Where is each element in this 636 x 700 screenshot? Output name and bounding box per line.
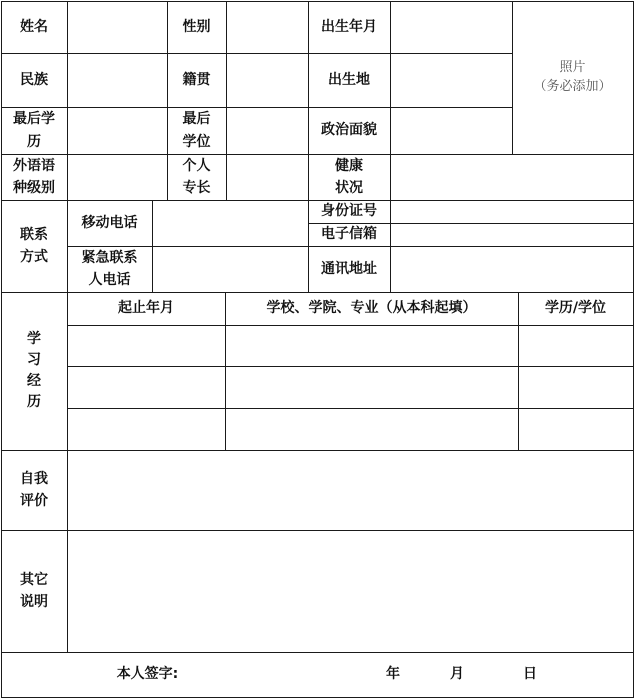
political-status-field[interactable] xyxy=(391,108,512,154)
border-right xyxy=(633,1,634,698)
label-emergency-phone: 紧急联系 人电话 xyxy=(81,249,138,288)
specialty-field[interactable] xyxy=(227,155,308,200)
label-political-status: 政治面貌 xyxy=(321,122,377,139)
gender-field[interactable] xyxy=(227,2,308,53)
study-period-field[interactable] xyxy=(68,409,225,450)
study-degree-field[interactable] xyxy=(519,326,633,366)
label-email: 电子信箱 xyxy=(321,226,377,243)
label-degree: 最后 学位 xyxy=(182,111,211,150)
label-health: 健康 状况 xyxy=(335,157,363,196)
label-mobile: 移动电话 xyxy=(81,214,138,231)
study-period-field[interactable] xyxy=(68,367,225,408)
label-contact: 联系 方式 xyxy=(20,226,48,265)
emergency-phone-field[interactable] xyxy=(153,247,308,292)
label-self-evaluation: 自我 评价 xyxy=(20,470,48,509)
study-degree-field[interactable] xyxy=(519,409,633,450)
health-field[interactable] xyxy=(391,155,633,200)
degree-field[interactable] xyxy=(227,108,308,154)
study-school-field[interactable] xyxy=(226,326,518,366)
photo-note: （务必添加） xyxy=(533,78,612,94)
self-evaluation-field[interactable] xyxy=(68,451,633,530)
study-school-field[interactable] xyxy=(226,409,518,450)
date-day-label: 日 xyxy=(523,666,537,683)
label-education: 最后学 历 xyxy=(13,111,55,150)
birthplace-field[interactable] xyxy=(391,54,512,107)
label-specialty: 个人 专长 xyxy=(182,157,211,196)
signature-label: 本人签字: xyxy=(116,666,179,683)
label-study-experience: 学 习 经 历 xyxy=(27,331,41,410)
label-address: 通讯地址 xyxy=(321,260,377,277)
header-period: 起止年月 xyxy=(118,300,174,317)
date-year-label: 年 xyxy=(386,666,400,683)
label-ethnicity: 民族 xyxy=(20,71,48,88)
photo-label: 照片 xyxy=(559,59,586,75)
language-level-field[interactable] xyxy=(68,155,167,200)
label-birthplace: 出生地 xyxy=(328,71,370,88)
study-degree-field[interactable] xyxy=(519,367,633,408)
border-bottom xyxy=(1,697,634,698)
ethnicity-field[interactable] xyxy=(68,54,167,107)
education-field[interactable] xyxy=(68,108,167,154)
id-number-field[interactable] xyxy=(391,201,633,223)
date-month-label: 月 xyxy=(450,666,464,683)
email-field[interactable] xyxy=(391,224,633,246)
header-school: 学校、学院、专业（从本科起填） xyxy=(266,300,477,317)
address-field[interactable] xyxy=(391,247,633,292)
birth-date-field[interactable] xyxy=(391,2,512,53)
mobile-field[interactable] xyxy=(153,201,308,246)
label-native-place: 籍贯 xyxy=(182,71,211,88)
label-id-number: 身份证号 xyxy=(321,203,377,220)
photo-placeholder[interactable] xyxy=(512,1,633,154)
other-notes-field[interactable] xyxy=(68,531,633,652)
study-period-field[interactable] xyxy=(68,326,225,366)
label-name: 姓名 xyxy=(20,18,48,35)
native-place-field[interactable] xyxy=(227,54,308,107)
label-language-level: 外语语 种级别 xyxy=(13,157,55,196)
label-birth-date: 出生年月 xyxy=(321,18,377,35)
header-degree: 学历/学位 xyxy=(544,300,607,317)
name-field[interactable] xyxy=(68,2,167,53)
study-school-field[interactable] xyxy=(226,367,518,408)
label-gender: 性别 xyxy=(182,18,211,35)
label-other-notes: 其它 说明 xyxy=(20,571,48,610)
signature-field[interactable] xyxy=(196,653,376,697)
